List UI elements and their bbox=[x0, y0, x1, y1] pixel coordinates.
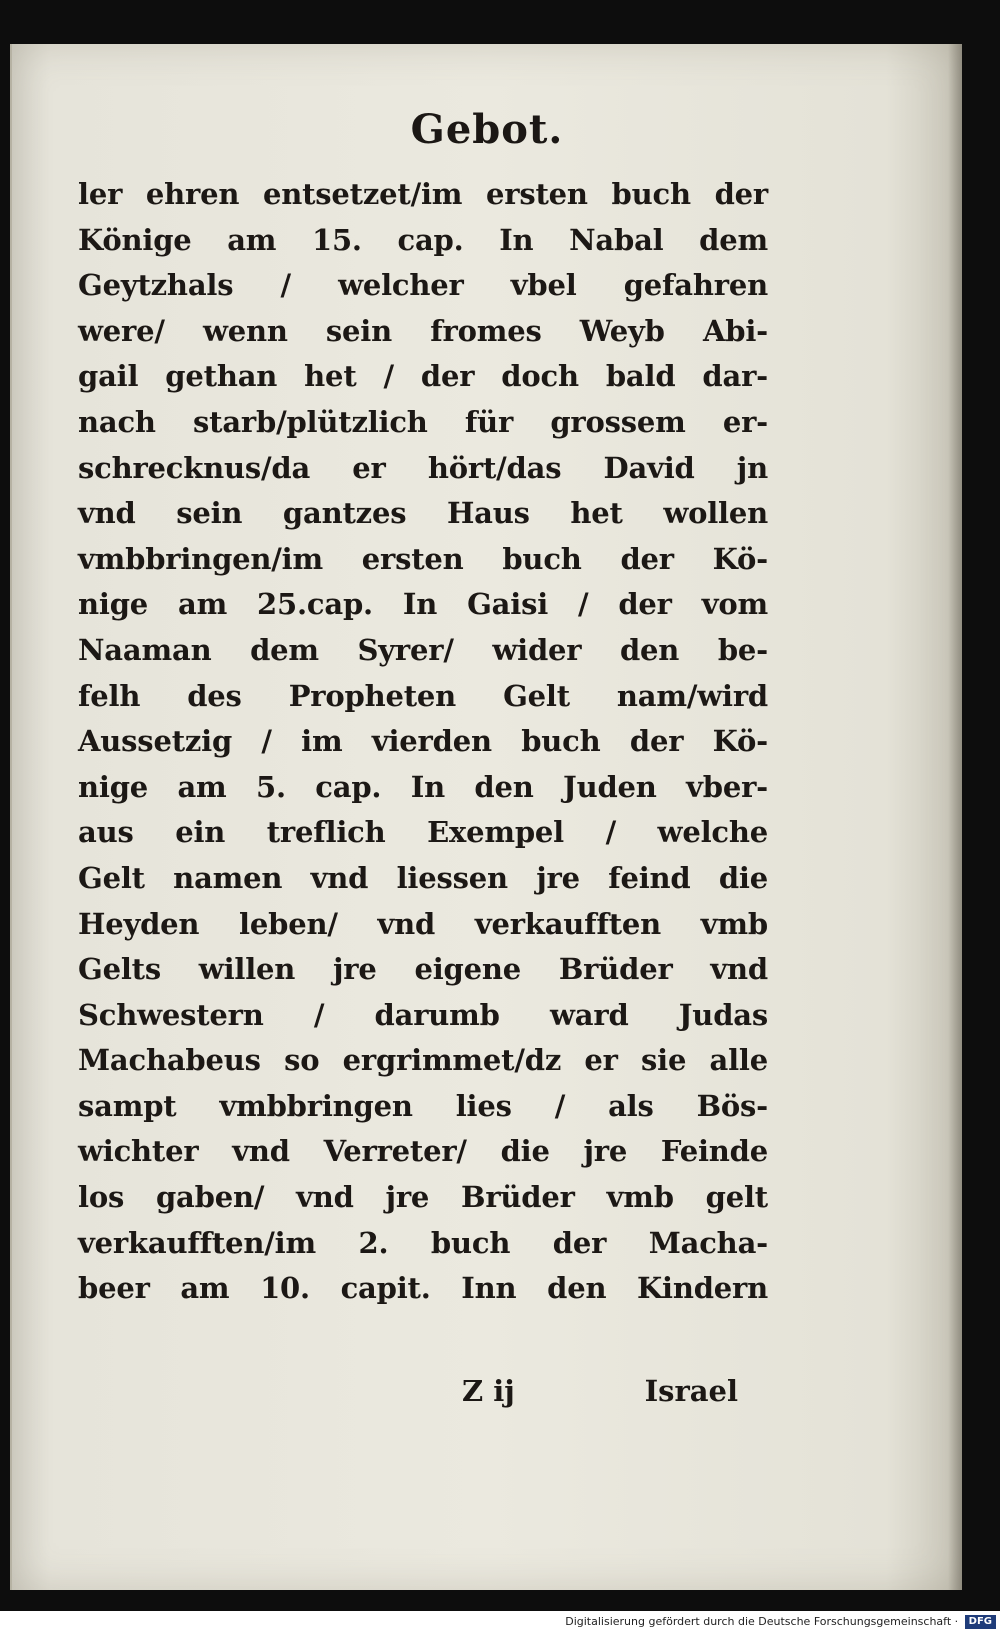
text-line: Gelt namen vnd liessen jre feind die bbox=[78, 860, 768, 895]
text-line: Machabeus so ergrimmet/dz er sie alle bbox=[78, 1043, 768, 1078]
text-line: Naaman dem Syrer/ wider den be- bbox=[78, 632, 768, 667]
text-line: vmbbringen/im ersten buch der Kö- bbox=[78, 541, 768, 576]
text-line: nach starb/plützlich für grossem er- bbox=[78, 404, 768, 439]
text-line: los gaben/ vnd jre Brüder vmb gelt bbox=[78, 1180, 768, 1215]
text-line: Könige am 15. cap. In Nabal dem bbox=[78, 222, 768, 257]
text-line: Heyden leben/ vnd verkaufften vmb bbox=[78, 906, 768, 941]
body-text bbox=[78, 172, 768, 1312]
text-line: Aussetzig / im vierden buch der Kö- bbox=[78, 724, 768, 759]
text-line: ler ehren entsetzet/im ersten buch der bbox=[78, 177, 768, 211]
text-line: nige am 5. cap. In den Juden vber- bbox=[78, 769, 768, 804]
book-page bbox=[10, 44, 962, 1590]
page-footer bbox=[78, 1374, 768, 1420]
running-head: Gebot. bbox=[410, 106, 564, 153]
text-line: aus ein treflich Exempel / welche bbox=[78, 815, 768, 850]
text-line: schrecknus/da er hört/das David jn bbox=[78, 450, 768, 485]
catchword: Israel bbox=[644, 1374, 738, 1408]
text-line: felh des Propheten Gelt nam/wird bbox=[78, 678, 768, 713]
text-line: Geytzhals / welcher vbel gefahren bbox=[78, 268, 768, 303]
text-line: wichter vnd Verreter/ die jre Feinde bbox=[78, 1134, 768, 1169]
text-line: beer am 10. capit. Inn den Kindern bbox=[78, 1271, 768, 1306]
text-line: verkaufften/im 2. buch der Macha- bbox=[78, 1225, 768, 1260]
text-line: gail gethan het / der doch bald dar- bbox=[78, 359, 768, 394]
digitization-credit-text: Digitalisierung gefördert durch die Deutsche Forschungsgemeinschaft · bbox=[565, 1615, 959, 1628]
text-line: sampt vmbbringen lies / als Bös- bbox=[78, 1088, 768, 1123]
text-line: nige am 25.cap. In Gaisi / der vom bbox=[78, 587, 768, 622]
text-line: Schwestern / darumb ward Judas bbox=[78, 997, 768, 1032]
signature-mark: Z ij bbox=[462, 1374, 515, 1408]
text-line: Gelts willen jre eigene Brüder vnd bbox=[78, 952, 768, 987]
text-line: vnd sein gantzes Haus het wollen bbox=[78, 496, 768, 531]
digitization-credit-bar bbox=[0, 1611, 1000, 1633]
text-line: were/ wenn sein fromes Weyb Abi- bbox=[78, 313, 768, 348]
dfg-logo: DFG bbox=[965, 1615, 996, 1629]
